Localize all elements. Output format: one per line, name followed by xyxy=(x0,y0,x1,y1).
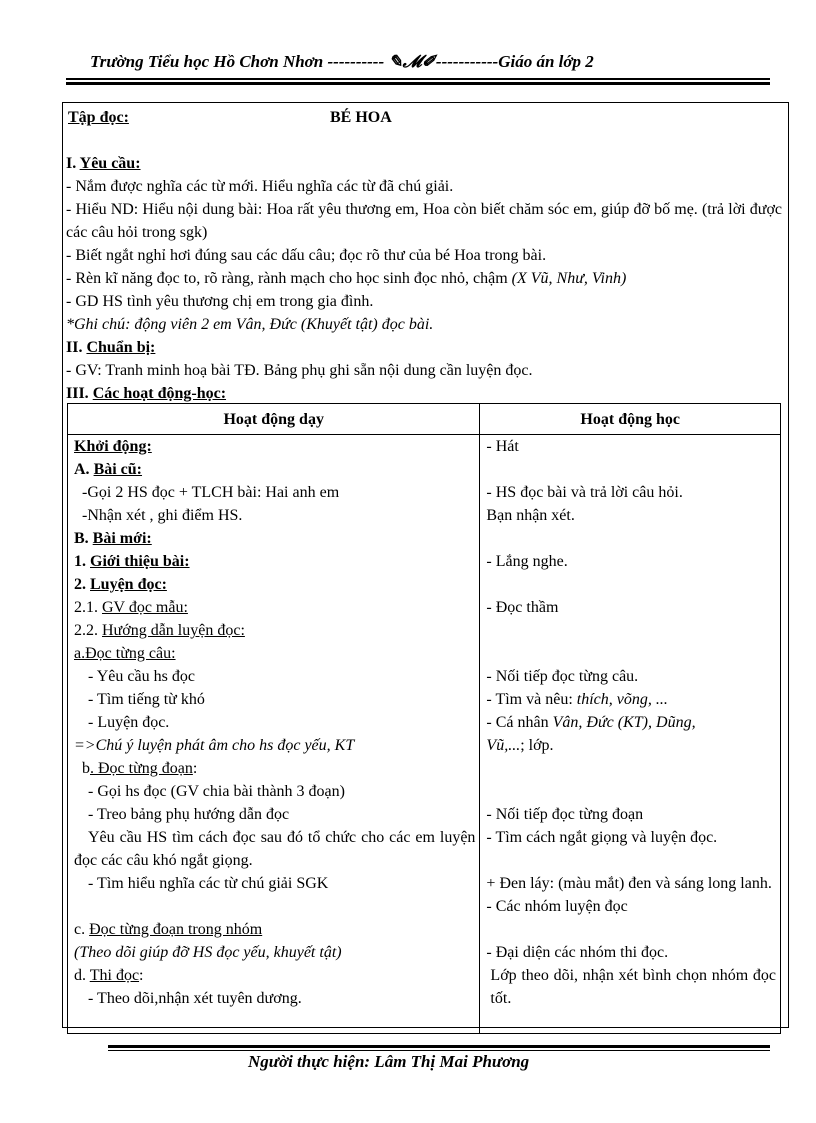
student-step: - Đọc thầm xyxy=(486,599,559,616)
student-step: - HS đọc bài và trả lời câu hỏi. xyxy=(486,484,683,501)
activity-heading: Khởi động: xyxy=(74,438,152,455)
activity-heading: A. Bài cũ: xyxy=(74,461,143,478)
requirement-line: - Rèn kĩ năng đọc to, rõ ràng, rành mạch cho học sinh đọc nhỏ, chậm (X Vũ, Như, Vinh) xyxy=(66,270,627,287)
student-step: + Đen láy: (màu mắt) đen và sáng long lanh. xyxy=(486,875,772,892)
student-step: - Các nhóm luyện đọc xyxy=(486,898,628,915)
requirement-note: *Ghi chú: động viên 2 em Vân, Đức (Khuyết tật) đọc bài. xyxy=(66,316,434,333)
spacer xyxy=(486,780,776,803)
activity-subheading: 2.2. Hướng dẫn luyện đọc: xyxy=(74,622,245,639)
requirement-line: - Biết ngắt nghỉ hơi đúng sau các dấu câu; đọc rõ thư của bé Hoa trong bài. xyxy=(66,247,547,264)
lesson-content xyxy=(66,106,786,405)
lesson-subject: Tập đọc: xyxy=(68,109,129,126)
student-step: - Cá nhân Vân, Đức (KT), Dũng, xyxy=(486,714,696,731)
requirement-line: - Hiểu ND: Hiểu nội dung bài: Hoa rất yêu thương em, Hoa còn biết chăm sóc em, giúp đỡ bố mẹ. (trả lời được các câu hỏi trong sgk) xyxy=(66,201,782,241)
spacer xyxy=(486,757,776,780)
footer-rule xyxy=(108,1050,770,1051)
activities-table xyxy=(67,403,781,1034)
page-footer: Người thực hiện: Lâm Thị Mai Phương xyxy=(248,1052,530,1071)
activity-subheading: d. Thi đọc: xyxy=(74,967,144,984)
activity-heading: 1. Giới thiệu bài: xyxy=(74,553,190,570)
header-rule xyxy=(66,82,770,85)
table-row xyxy=(68,435,781,1034)
footer-rule xyxy=(108,1045,770,1048)
header-separator: ---------- xyxy=(327,52,385,71)
activity-heading: B. Bài mới: xyxy=(74,530,152,547)
teacher-step: - Tìm hiểu nghĩa các từ chú giải SGK xyxy=(88,875,329,892)
activity-heading: 2. Luyện đọc: xyxy=(74,576,167,593)
activity-subheading: c. Đọc từng đoạn trong nhóm xyxy=(74,921,263,938)
ornament-icon: ✎𝓜✐ xyxy=(388,52,436,71)
teacher-step: -Nhận xét , ghi điểm HS. xyxy=(82,507,243,524)
teacher-step: Yêu cầu HS tìm cách đọc sau đó tổ chức cho các em luyện đọc các câu khó ngắt giọng. xyxy=(74,829,476,869)
teacher-step: - Tìm tiếng từ khó xyxy=(88,691,205,708)
spacer xyxy=(486,849,776,872)
spacer xyxy=(486,573,776,596)
column-header-student: Hoạt động học xyxy=(480,404,781,435)
teacher-activities-cell xyxy=(68,435,480,1034)
teacher-step: - Yêu cầu hs đọc xyxy=(88,668,195,685)
spacer xyxy=(74,895,475,918)
student-step: Lớp theo dõi, nhận xét bình chọn nhóm đọc tốt. xyxy=(490,967,776,1007)
spacer xyxy=(486,527,776,550)
document-type: Giáo án lớp 2 xyxy=(498,52,594,71)
teacher-step: - Treo bảng phụ hướng dẫn đọc xyxy=(88,806,290,823)
spacer xyxy=(486,619,776,642)
section-heading-requirements: I. Yêu cầu: xyxy=(66,155,141,172)
column-header-teacher: Hoạt động dạy xyxy=(68,404,480,435)
header-rule xyxy=(66,78,770,80)
student-step: - Lắng nghe. xyxy=(486,553,568,570)
student-step: - Nối tiếp đọc từng đoạn xyxy=(486,806,644,823)
section-heading-activities: III. Các hoạt động-học: xyxy=(66,385,227,402)
student-step: - Đại diện các nhóm thi đọc. xyxy=(486,944,669,961)
page-header xyxy=(90,52,730,72)
activity-subheading: a.Đọc từng câu: xyxy=(74,645,176,662)
teacher-step: - Luyện đọc. xyxy=(88,714,170,731)
teacher-step: - Theo dõi,nhận xét tuyên dương. xyxy=(88,990,302,1007)
lesson-title-row xyxy=(66,106,786,152)
school-name: Trường Tiểu học Hồ Chơn Nhơn xyxy=(90,52,324,71)
activity-subheading: b. Đọc từng đoạn: xyxy=(82,760,198,777)
student-step: - Tìm cách ngắt giọng và luyện đọc. xyxy=(486,829,718,846)
header-separator: ----------- xyxy=(435,52,499,71)
section-heading-preparation: II. Chuẩn bị: xyxy=(66,339,156,356)
table-header-row xyxy=(68,404,781,435)
spacer xyxy=(486,458,776,481)
preparation-line: - GV: Tranh minh hoạ bài TĐ. Bảng phụ ghi sẵn nội dung cần luyện đọc. xyxy=(66,362,533,379)
teacher-step: -Gọi 2 HS đọc + TLCH bài: Hai anh em xyxy=(82,484,340,501)
student-step: - Nối tiếp đọc từng câu. xyxy=(486,668,639,685)
student-activities-cell xyxy=(480,435,781,1034)
student-step: - Tìm và nêu: thích, võng, ... xyxy=(486,691,668,708)
requirement-line: - Nắm được nghĩa các từ mới. Hiểu nghĩa các từ đã chú giải. xyxy=(66,178,454,195)
teacher-note: =>Chú ý luyện phát âm cho hs đọc yếu, KT xyxy=(74,737,355,754)
teacher-note: (Theo dõi giúp đỡ HS đọc yếu, khuyết tật) xyxy=(74,944,342,961)
student-step: Vũ,...; lớp. xyxy=(486,737,554,754)
student-step: - Hát xyxy=(486,438,519,455)
requirement-line: - GD HS tình yêu thương chị em trong gia đình. xyxy=(66,293,374,310)
lesson-title: BÉ HOA xyxy=(330,109,392,126)
student-step: Bạn nhận xét. xyxy=(486,507,575,524)
spacer xyxy=(486,918,776,941)
spacer xyxy=(74,1010,475,1033)
spacer xyxy=(486,642,776,665)
activity-subheading: 2.1. GV đọc mẫu: xyxy=(74,599,188,616)
teacher-step: - Gọi hs đọc (GV chia bài thành 3 đoạn) xyxy=(88,783,345,800)
